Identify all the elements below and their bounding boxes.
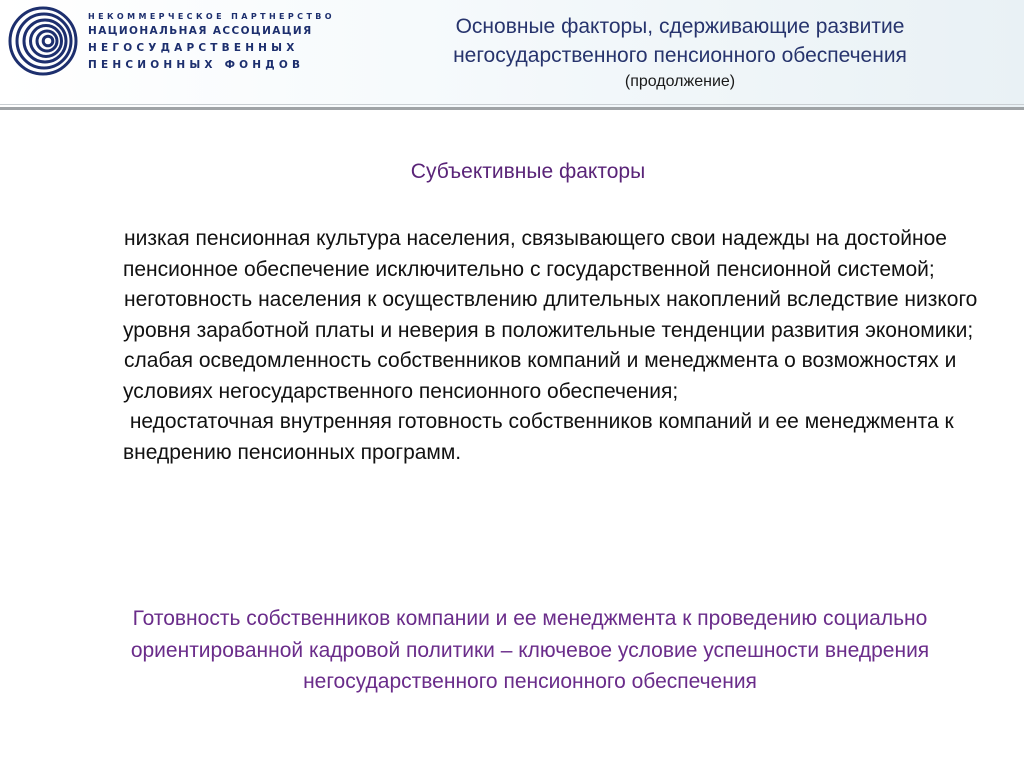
logo-line-partnership: НЕКОММЕРЧЕСКОЕ ПАРТНЕРСТВО bbox=[88, 12, 335, 21]
section-heading: Субъективные факторы bbox=[410, 160, 646, 183]
logo-line-nongovernmental: НЕГОСУДАРСТВЕННЫХ bbox=[88, 42, 299, 54]
logo-line-association: НАЦИОНАЛЬНАЯ АССОЦИАЦИЯ bbox=[88, 25, 313, 37]
bullet-list bbox=[123, 224, 1003, 468]
bullet-text: слабая осведомленность собственников компаний и менеджмента о возможностях и условиях негосударственного пенсионного обеспечения; bbox=[123, 349, 957, 403]
bullet-item bbox=[123, 407, 1003, 468]
slide-title bbox=[370, 12, 990, 94]
bullet-item bbox=[123, 346, 1003, 407]
bullet-text: неготовность населения к осуществлению длительных накоплений вследствие низкого уровня заработной платы и неверия в положительные тенденции развития экономики; bbox=[123, 288, 978, 342]
header-bar bbox=[0, 0, 1024, 110]
spiral-logo-icon bbox=[8, 6, 78, 76]
title-line-1: Основные факторы, сдерживающие развитие bbox=[455, 15, 905, 38]
header-divider bbox=[0, 104, 1024, 105]
logo-text bbox=[88, 10, 335, 74]
title-subtitle: (продолжение) bbox=[624, 73, 736, 90]
logo-line-pension-funds: ПЕНСИОННЫХ ФОНДОВ bbox=[88, 59, 305, 71]
bullet-item bbox=[123, 224, 1003, 285]
bullet-text: недостаточная внутренняя готовность собственников компаний и ее менеджмента к внедрению пенсионных программ. bbox=[123, 410, 960, 464]
bullet-item bbox=[123, 285, 1003, 346]
bullet-text: низкая пенсионная культура населения, связывающего свои надежды на достойное пенсионное обеспечение исключительно с государственной пенсионной системой; bbox=[123, 227, 947, 281]
conclusion-text: Готовность собственников компании и ее менеджмента к проведению социально ориентированной кадровой политики – ключевое условие успешности внедрения негосударственного пенсионного обеспечения bbox=[130, 607, 930, 693]
title-line-2: негосударственного пенсионного обеспечения bbox=[453, 44, 907, 67]
